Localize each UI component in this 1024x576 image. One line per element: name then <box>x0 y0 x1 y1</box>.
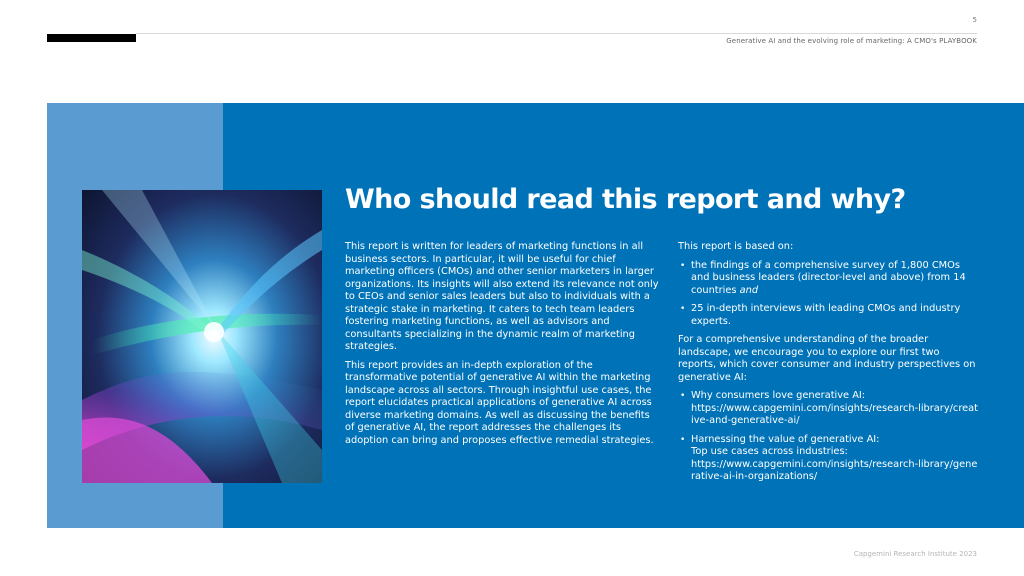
page-title: Who should read this report and why? <box>345 184 906 215</box>
list-item <box>678 260 978 298</box>
reports-list <box>678 390 978 484</box>
audience-paragraph: This report is written for leaders of marketing functions in all business sectors. In particular, it will be useful for chief marketing officers (CMOs) and other senior marketers in larger organizations. Its insights will also extend its relevance not only to CEOs and senior sales leaders but also to individuals with a strategic stake in marketing. It caters to tech team leaders fostering marketing functions, as well as advisors and consultants specializing in the dynamic realm of marketing strategies. <box>345 241 659 352</box>
basis-list <box>678 260 978 329</box>
scope-paragraph: This report provides an in-depth exploration of the transformative potential of generative AI within the marketing landscape across all sectors. Through insightful use cases, the report elucidates practical applications of generative AI across diverse marketing domains. As well as discussing the benefits of generative AI, the report addresses the challenges its adoption can bring and proposes effective remedial strategies. <box>345 359 654 446</box>
report-subtitle: Top use cases across industries: <box>691 446 848 457</box>
report-link[interactable]: https://www.capgemini.com/insights/research-library/generative-ai-in-organizations/ <box>691 458 978 482</box>
report-title: Harnessing the value of generative AI: <box>691 433 880 445</box>
hero-image <box>82 190 322 483</box>
page-number: 5 <box>972 16 977 24</box>
right-column <box>678 241 978 490</box>
header-rule <box>136 33 977 34</box>
further-reading-intro: For a comprehensive understanding of the broader landscape, we encourage you to explore our first two reports, which cover consumer and industry perspectives on generative AI: <box>678 334 976 383</box>
header-bar <box>47 34 136 42</box>
list-item <box>678 303 978 328</box>
bullet-icon: • <box>680 304 686 314</box>
left-column <box>345 241 660 453</box>
basis-intro: This report is based on: <box>678 241 794 252</box>
list-item-text: the findings of a comprehensive survey of 1,800 CMOs and business leaders (director-level and above) from 14 countries <box>691 259 966 296</box>
list-item-text: 25 in-depth interviews with leading CMOs and industry experts. <box>691 303 961 327</box>
bullet-icon: • <box>680 391 686 401</box>
bullet-icon: • <box>680 260 686 271</box>
report-link[interactable]: https://www.capgemini.com/insights/research-library/creative-and-generative-ai/ <box>691 402 978 426</box>
list-item <box>678 390 978 428</box>
list-item <box>678 434 978 484</box>
report-title: Why consumers love generative AI: <box>691 390 866 401</box>
bullet-icon: • <box>680 434 686 445</box>
list-item-suffix: and <box>739 284 759 296</box>
running-title: Generative AI and the evolving role of marketing: A CMO's PLAYBOOK <box>726 37 977 45</box>
footer-credit: Capgemini Research Institute 2023 <box>853 550 977 558</box>
